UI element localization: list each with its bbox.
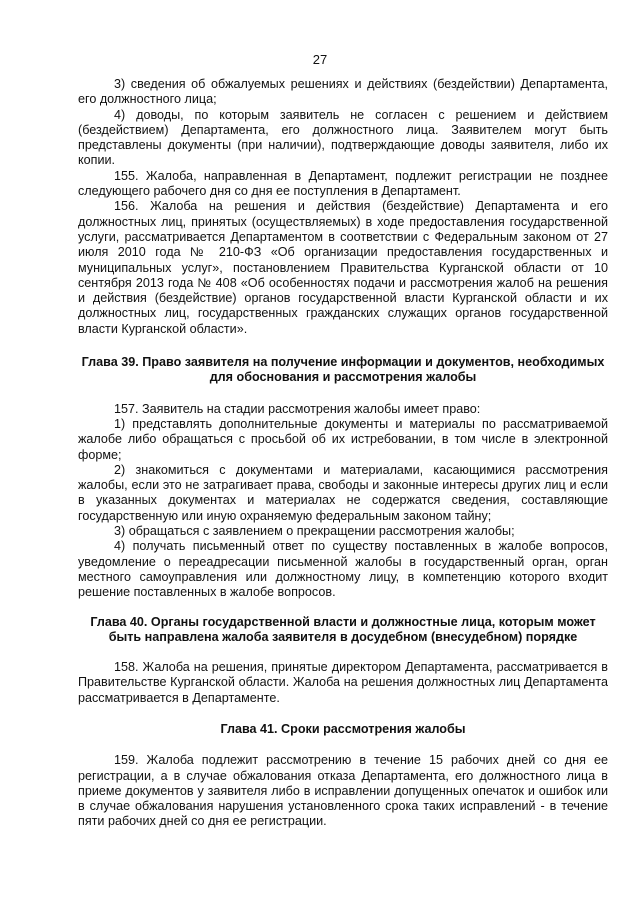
paragraph-156: 156. Жалоба на решения и действия (бездействие) Департамента и его должностных лиц, принятых (осуществляемых) в ходе предоставления государственной услуги, рассматривается Департаментом в соответствии с Федеральным законом от 27 июля 2010 года № 210-ФЗ «Об организации предоставления государственных и муниципальных услуг», постановлением Правительства Курганской области от 10 сентября 2013 года № 408 «Об особенностях подачи и рассмотрения жалоб на решения и действия (бездействие) органов государственной власти Курганской области и их должностных лиц, государственных гражданских служащих органов государственной власти Курганской области». xyxy=(78,199,608,336)
paragraph-157-item-2: 2) знакомиться с документами и материалами, касающимися рассмотрения жалобы, если это не затрагивает права, свободы и законные интересы других лиц и если в указанных документах и материалах не содержатся сведения, составляющие государственную или иную охраняемую федеральным законом тайну; xyxy=(78,462,608,523)
document-body xyxy=(78,77,608,830)
paragraph-155: 155. Жалоба, направленная в Департамент, подлежит регистрации не позднее следующего рабочего дня со дня ее поступления в Департамент. xyxy=(78,168,608,199)
paragraph-159: 159. Жалоба подлежит рассмотрению в течение 15 рабочих дней со дня ее регистрации, а в случае обжалования отказа Департамента, его должностного лица в приеме документов у заявителя либо в исправлении допущенных опечаток и ошибок или в случае обжалования нарушения установленного срока таких исправлений - в течение пяти рабочих дней со дня ее регистрации. xyxy=(78,753,608,829)
chapter-41-heading: Глава 41. Сроки рассмотрения жалобы xyxy=(220,721,466,736)
page-number: 27 xyxy=(312,52,328,67)
paragraph-item-4: 4) доводы, по которым заявитель не согласен с решением и действием (бездействием) Департамента, его должностного лица. Заявителем могут быть представлены документы (при наличии), подтверждающие доводы заявителя, либо их копии. xyxy=(78,107,608,168)
paragraph-item-3: 3) сведения об обжалуемых решениях и действиях (бездействии) Департамента, его должностного лица; xyxy=(78,77,608,107)
paragraph-157: 157. Заявитель на стадии рассмотрения жалобы имеет право: xyxy=(114,401,481,416)
paragraph-158: 158. Жалоба на решения, принятые директором Департамента, рассматривается в Правительстве Курганской области. Жалоба на решения должностных лиц Департамента рассматривается в Департаменте. xyxy=(78,660,608,705)
chapter-40-heading: Глава 40. Органы государственной власти и должностные лица, которым может быть направлена жалоба заявителя в досудебном (внесудебном) порядке xyxy=(90,614,596,644)
paragraph-157-item-1: 1) представлять дополнительные документы и материалы по рассматриваемой жалобе либо обращаться с просьбой об их истребовании, в том числе в электронной форме; xyxy=(78,416,608,462)
paragraph-157-item-4: 4) получать письменный ответ по существу поставленных в жалобе вопросов, уведомление о переадресации письменной жалобы в государственный орган, орган местного самоуправления или должностному лицу, в компетенцию которого входит решение поставленных в жалобе вопросов. xyxy=(78,539,608,600)
chapter-39-heading: Глава 39. Право заявителя на получение информации и документов, необходимых для обоснования и рассмотрения жалобы xyxy=(81,355,605,385)
paragraph-157-item-3: 3) обращаться с заявлением о прекращении рассмотрения жалобы; xyxy=(114,524,515,539)
